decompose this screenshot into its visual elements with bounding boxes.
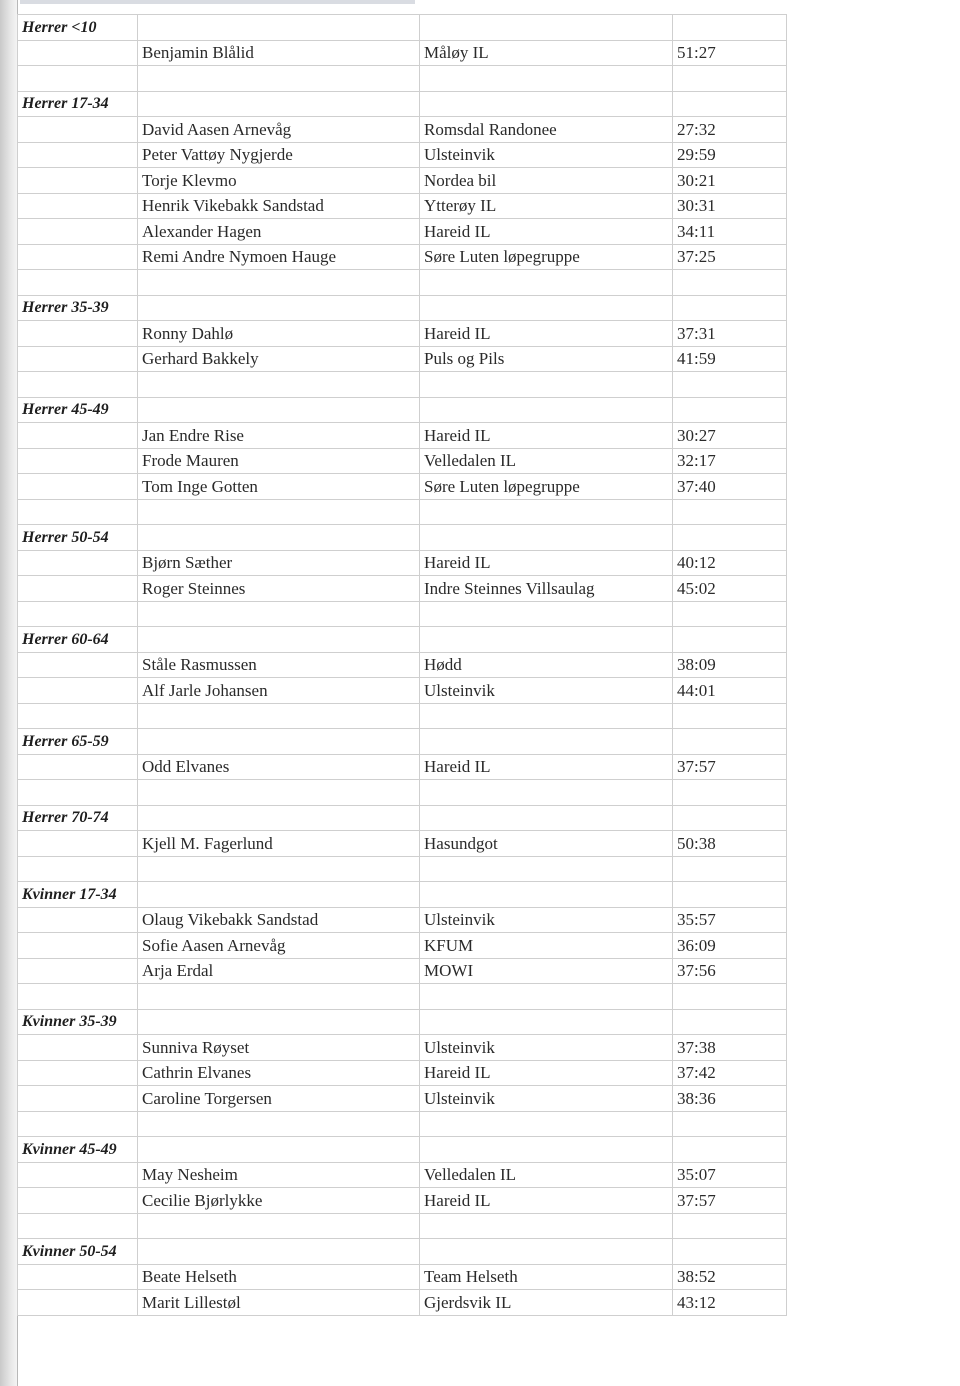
group-label: Herrer 65-59 (18, 729, 138, 755)
empty-cell (673, 729, 787, 755)
runner-name: Alf Jarle Johansen (138, 678, 420, 704)
club-name: Hareid IL (420, 423, 673, 449)
finish-time: 37:40 (673, 474, 787, 500)
empty-cell (18, 754, 138, 780)
runner-name: Beate Helseth (138, 1264, 420, 1290)
runner-name: Ronny Dahlø (138, 321, 420, 347)
result-row (18, 448, 787, 474)
group-header-row (18, 91, 787, 117)
empty-cell (673, 856, 787, 882)
empty-cell (18, 168, 138, 194)
empty-cell (138, 397, 420, 423)
empty-cell (673, 1239, 787, 1265)
group-header-row (18, 295, 787, 321)
empty-cell (18, 423, 138, 449)
club-name: Søre Luten løpegruppe (420, 474, 673, 500)
finish-time: 37:56 (673, 958, 787, 984)
finish-time: 41:59 (673, 346, 787, 372)
result-row (18, 1060, 787, 1086)
empty-cell (18, 40, 138, 66)
group-header-row (18, 397, 787, 423)
empty-cell (673, 499, 787, 525)
runner-name: Marit Lillestøl (138, 1290, 420, 1316)
empty-cell (18, 856, 138, 882)
result-row (18, 168, 787, 194)
empty-cell (138, 1239, 420, 1265)
group-header-row (18, 882, 787, 908)
club-name: Indre Steinnes Villsaulag (420, 576, 673, 602)
result-row (18, 474, 787, 500)
empty-cell (138, 601, 420, 627)
empty-cell (673, 703, 787, 729)
runner-name: May Nesheim (138, 1162, 420, 1188)
empty-cell (18, 958, 138, 984)
runner-name: Sunniva Røyset (138, 1035, 420, 1061)
spacer-row (18, 499, 787, 525)
top-tab-strip (20, 0, 415, 4)
runner-name: Caroline Torgersen (138, 1086, 420, 1112)
finish-time: 37:57 (673, 1188, 787, 1214)
empty-cell (138, 372, 420, 398)
empty-cell (18, 1086, 138, 1112)
empty-cell (420, 1111, 673, 1137)
finish-time: 35:57 (673, 907, 787, 933)
empty-cell (18, 601, 138, 627)
empty-cell (18, 1060, 138, 1086)
empty-cell (138, 66, 420, 92)
empty-cell (420, 703, 673, 729)
empty-cell (673, 66, 787, 92)
club-name: Velledalen IL (420, 1162, 673, 1188)
club-name: Romsdal Randonee (420, 117, 673, 143)
empty-cell (138, 499, 420, 525)
result-row (18, 142, 787, 168)
empty-cell (18, 984, 138, 1010)
group-label: Kvinner 50-54 (18, 1239, 138, 1265)
result-row (18, 346, 787, 372)
empty-cell (673, 295, 787, 321)
group-header-row (18, 15, 787, 41)
empty-cell (673, 1213, 787, 1239)
club-name: Nordea bil (420, 168, 673, 194)
empty-cell (673, 1137, 787, 1163)
empty-cell (18, 244, 138, 270)
group-label: Herrer 70-74 (18, 805, 138, 831)
result-row (18, 219, 787, 245)
group-header-row (18, 525, 787, 551)
empty-cell (18, 193, 138, 219)
empty-cell (18, 933, 138, 959)
empty-cell (138, 15, 420, 41)
empty-cell (18, 1035, 138, 1061)
empty-cell (420, 856, 673, 882)
finish-time: 30:27 (673, 423, 787, 449)
empty-cell (18, 831, 138, 857)
empty-cell (18, 1264, 138, 1290)
empty-cell (420, 882, 673, 908)
empty-cell (18, 576, 138, 602)
result-row (18, 933, 787, 959)
finish-time: 35:07 (673, 1162, 787, 1188)
empty-cell (18, 1290, 138, 1316)
runner-name: Sofie Aasen Arnevåg (138, 933, 420, 959)
empty-cell (673, 805, 787, 831)
runner-name: Olaug Vikebakk Sandstad (138, 907, 420, 933)
empty-cell (138, 91, 420, 117)
result-row (18, 576, 787, 602)
empty-cell (18, 321, 138, 347)
empty-cell (420, 1239, 673, 1265)
group-header-row (18, 1009, 787, 1035)
result-row (18, 1035, 787, 1061)
empty-cell (673, 780, 787, 806)
finish-time: 32:17 (673, 448, 787, 474)
empty-cell (18, 372, 138, 398)
empty-cell (420, 15, 673, 41)
empty-cell (673, 397, 787, 423)
empty-cell (138, 1111, 420, 1137)
result-row (18, 678, 787, 704)
empty-cell (673, 1009, 787, 1035)
club-name: Hareid IL (420, 321, 673, 347)
group-label: Herrer 17-34 (18, 91, 138, 117)
runner-name: Frode Mauren (138, 448, 420, 474)
result-row (18, 244, 787, 270)
empty-cell (18, 703, 138, 729)
finish-time: 38:36 (673, 1086, 787, 1112)
result-row (18, 907, 787, 933)
runner-name: Peter Vattøy Nygjerde (138, 142, 420, 168)
empty-cell (673, 525, 787, 551)
result-row (18, 1086, 787, 1112)
empty-cell (18, 270, 138, 296)
result-row (18, 423, 787, 449)
spacer-row (18, 1111, 787, 1137)
empty-cell (138, 295, 420, 321)
empty-cell (420, 627, 673, 653)
club-name: Gjerdsvik IL (420, 1290, 673, 1316)
empty-cell (138, 270, 420, 296)
result-row (18, 958, 787, 984)
empty-cell (18, 907, 138, 933)
group-label: Kvinner 35-39 (18, 1009, 138, 1035)
empty-cell (673, 15, 787, 41)
empty-cell (18, 66, 138, 92)
club-name: Ytterøy IL (420, 193, 673, 219)
club-name: Hasundgot (420, 831, 673, 857)
finish-time: 30:31 (673, 193, 787, 219)
runner-name: Jan Endre Rise (138, 423, 420, 449)
group-label: Herrer 35-39 (18, 295, 138, 321)
empty-cell (420, 66, 673, 92)
finish-time: 37:31 (673, 321, 787, 347)
club-name: Ulsteinvik (420, 1035, 673, 1061)
empty-cell (18, 678, 138, 704)
empty-cell (420, 780, 673, 806)
runner-name: Alexander Hagen (138, 219, 420, 245)
group-header-row (18, 1239, 787, 1265)
empty-cell (138, 1009, 420, 1035)
empty-cell (420, 1009, 673, 1035)
runner-name: Tom Inge Gotten (138, 474, 420, 500)
empty-cell (18, 652, 138, 678)
window-left-edge (0, 0, 18, 1386)
finish-time: 43:12 (673, 1290, 787, 1316)
result-row (18, 40, 787, 66)
empty-cell (420, 1213, 673, 1239)
finish-time: 36:09 (673, 933, 787, 959)
club-name: Velledalen IL (420, 448, 673, 474)
empty-cell (420, 525, 673, 551)
result-row (18, 1264, 787, 1290)
club-name: KFUM (420, 933, 673, 959)
runner-name: Cecilie Bjørlykke (138, 1188, 420, 1214)
finish-time: 37:38 (673, 1035, 787, 1061)
empty-cell (138, 882, 420, 908)
club-name: MOWI (420, 958, 673, 984)
runner-name: Torje Klevmo (138, 168, 420, 194)
finish-time: 45:02 (673, 576, 787, 602)
empty-cell (18, 346, 138, 372)
club-name: Team Helseth (420, 1264, 673, 1290)
empty-cell (138, 627, 420, 653)
group-header-row (18, 627, 787, 653)
empty-cell (18, 1213, 138, 1239)
empty-cell (138, 525, 420, 551)
empty-cell (420, 1137, 673, 1163)
runner-name: Gerhard Bakkely (138, 346, 420, 372)
result-row (18, 1162, 787, 1188)
runner-name: Arja Erdal (138, 958, 420, 984)
empty-cell (420, 91, 673, 117)
group-label: Herrer 60-64 (18, 627, 138, 653)
result-row (18, 652, 787, 678)
results-table (17, 14, 787, 1316)
empty-cell (138, 703, 420, 729)
club-name: Hareid IL (420, 1188, 673, 1214)
group-header-row (18, 1137, 787, 1163)
empty-cell (420, 805, 673, 831)
result-row (18, 1188, 787, 1214)
empty-cell (420, 372, 673, 398)
spacer-row (18, 270, 787, 296)
runner-name: David Aasen Arnevåg (138, 117, 420, 143)
runner-name: Kjell M. Fagerlund (138, 831, 420, 857)
result-row (18, 193, 787, 219)
finish-time: 29:59 (673, 142, 787, 168)
group-header-row (18, 805, 787, 831)
finish-time: 50:38 (673, 831, 787, 857)
empty-cell (18, 448, 138, 474)
group-label: Herrer <10 (18, 15, 138, 41)
runner-name: Henrik Vikebakk Sandstad (138, 193, 420, 219)
club-name: Hødd (420, 652, 673, 678)
club-name: Ulsteinvik (420, 678, 673, 704)
club-name: Hareid IL (420, 550, 673, 576)
runner-name: Cathrin Elvanes (138, 1060, 420, 1086)
spacer-row (18, 601, 787, 627)
empty-cell (18, 142, 138, 168)
club-name: Ulsteinvik (420, 1086, 673, 1112)
club-name: Søre Luten løpegruppe (420, 244, 673, 270)
finish-time: 34:11 (673, 219, 787, 245)
finish-time: 51:27 (673, 40, 787, 66)
empty-cell (673, 372, 787, 398)
runner-name: Roger Steinnes (138, 576, 420, 602)
spacer-row (18, 372, 787, 398)
empty-cell (673, 627, 787, 653)
empty-cell (138, 805, 420, 831)
empty-cell (18, 1188, 138, 1214)
runner-name: Ståle Rasmussen (138, 652, 420, 678)
empty-cell (420, 499, 673, 525)
club-name: Ulsteinvik (420, 907, 673, 933)
empty-cell (18, 474, 138, 500)
club-name: Puls og Pils (420, 346, 673, 372)
club-name: Ulsteinvik (420, 142, 673, 168)
empty-cell (18, 780, 138, 806)
empty-cell (420, 270, 673, 296)
group-label: Kvinner 17-34 (18, 882, 138, 908)
finish-time: 27:32 (673, 117, 787, 143)
result-row (18, 754, 787, 780)
empty-cell (18, 117, 138, 143)
spacer-row (18, 984, 787, 1010)
runner-name: Odd Elvanes (138, 754, 420, 780)
finish-time: 37:57 (673, 754, 787, 780)
result-row (18, 1290, 787, 1316)
club-name: Hareid IL (420, 754, 673, 780)
group-label: Herrer 50-54 (18, 525, 138, 551)
runner-name: Bjørn Sæther (138, 550, 420, 576)
empty-cell (138, 856, 420, 882)
empty-cell (673, 601, 787, 627)
spacer-row (18, 1213, 787, 1239)
empty-cell (138, 729, 420, 755)
club-name: Hareid IL (420, 219, 673, 245)
empty-cell (18, 1111, 138, 1137)
empty-cell (673, 984, 787, 1010)
finish-time: 37:25 (673, 244, 787, 270)
finish-time: 40:12 (673, 550, 787, 576)
empty-cell (138, 1137, 420, 1163)
empty-cell (138, 780, 420, 806)
result-row (18, 117, 787, 143)
empty-cell (138, 984, 420, 1010)
result-row (18, 321, 787, 347)
group-header-row (18, 729, 787, 755)
empty-cell (18, 1162, 138, 1188)
empty-cell (420, 984, 673, 1010)
finish-time: 38:52 (673, 1264, 787, 1290)
finish-time: 37:42 (673, 1060, 787, 1086)
empty-cell (18, 219, 138, 245)
empty-cell (420, 601, 673, 627)
empty-cell (18, 550, 138, 576)
club-name: Måløy IL (420, 40, 673, 66)
empty-cell (18, 499, 138, 525)
empty-cell (138, 1213, 420, 1239)
finish-time: 38:09 (673, 652, 787, 678)
group-label: Kvinner 45-49 (18, 1137, 138, 1163)
empty-cell (673, 882, 787, 908)
empty-cell (673, 1111, 787, 1137)
empty-cell (673, 91, 787, 117)
runner-name: Benjamin Blålid (138, 40, 420, 66)
empty-cell (420, 295, 673, 321)
club-name: Hareid IL (420, 1060, 673, 1086)
result-row (18, 831, 787, 857)
runner-name: Remi Andre Nymoen Hauge (138, 244, 420, 270)
results-body (18, 15, 787, 1316)
empty-cell (420, 397, 673, 423)
empty-cell (673, 270, 787, 296)
finish-time: 30:21 (673, 168, 787, 194)
finish-time: 44:01 (673, 678, 787, 704)
spacer-row (18, 780, 787, 806)
group-label: Herrer 45-49 (18, 397, 138, 423)
spacer-row (18, 856, 787, 882)
spacer-row (18, 703, 787, 729)
spacer-row (18, 66, 787, 92)
empty-cell (420, 729, 673, 755)
result-row (18, 550, 787, 576)
